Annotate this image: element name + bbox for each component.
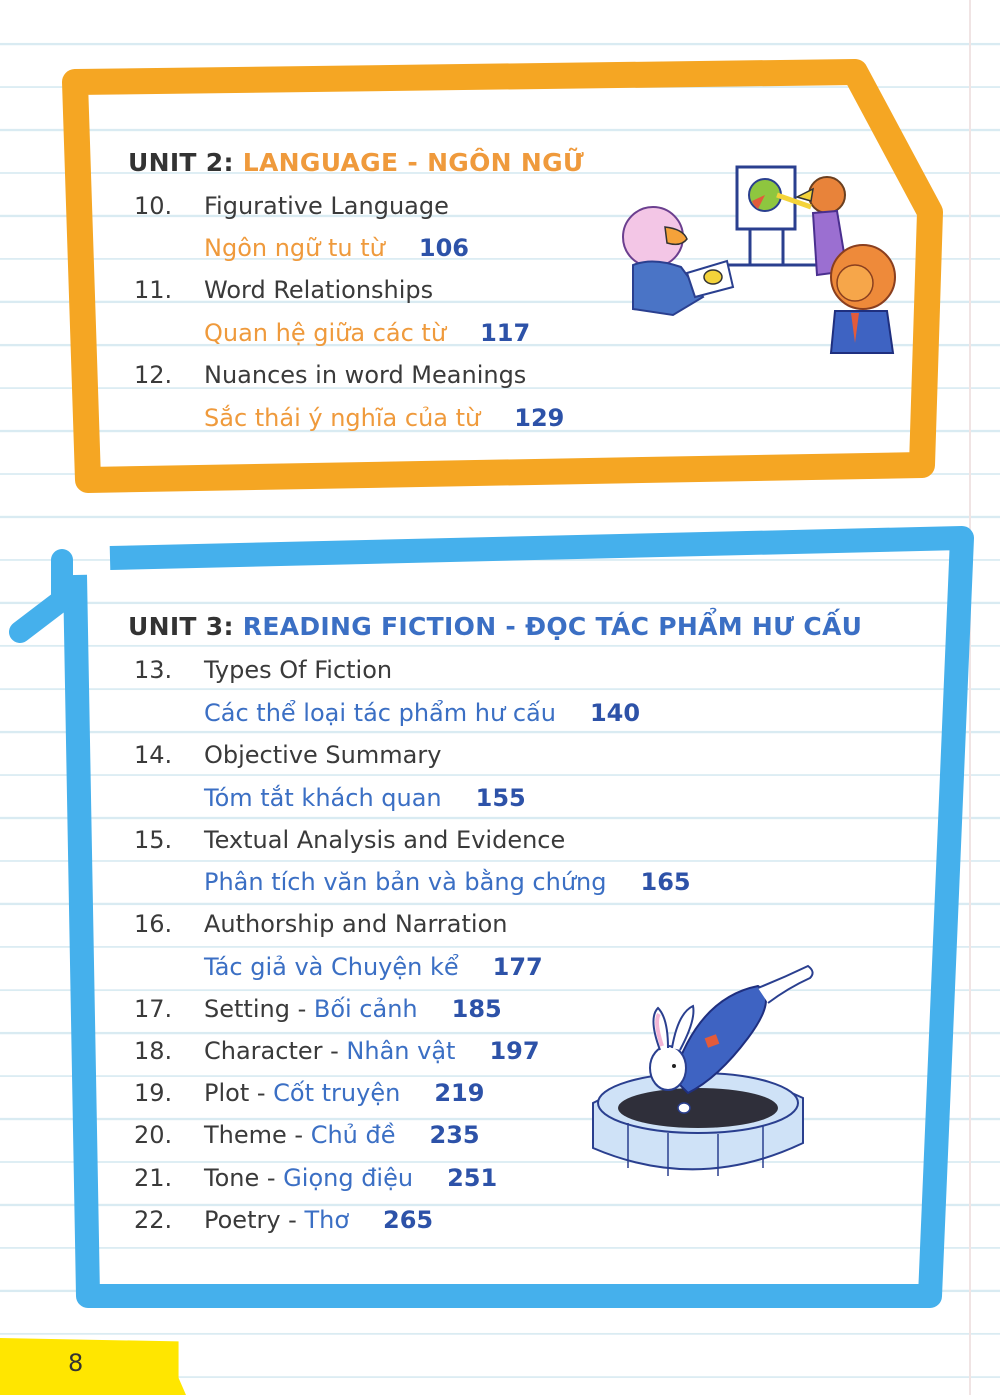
unit3-title: READING FICTION - ĐỌC TÁC PHẨM HƯ CẤU [242,612,863,641]
item-number: 19. [134,1079,173,1107]
item-title-vi: Bối cảnh [313,995,418,1023]
item-number: 12. [134,361,173,389]
item-title-en: Figurative Language [204,192,449,220]
unit3-frame-flap [20,560,62,632]
item-title-vi: Cốt truyện [273,1079,401,1107]
item-title-en: Tone - [204,1164,284,1192]
item-number: 13. [134,656,173,684]
item-title-vi: Tác giả và Chuyện kể [204,953,459,981]
item-title-en: Setting - [204,995,314,1023]
page-number: 140 [589,699,641,727]
toc-item-16-vi[interactable] [204,953,543,981]
item-number: 22. [134,1206,173,1234]
page-number: 197 [489,1037,540,1065]
page-number: 177 [492,953,543,981]
page-number: 251 [447,1164,498,1192]
item-number: 14. [134,741,173,769]
presentation-meeting-illustration [615,165,905,355]
page-number-label: 8 [68,1349,84,1377]
item-title-vi: Tóm tắt khách quan [204,784,442,812]
item-title-vi: Sắc thái ý nghĩa của từ [204,404,481,432]
toc-item-11-vi[interactable] [204,319,530,347]
item-title-en: Objective Summary [204,741,442,769]
item-number: 15. [134,826,173,854]
page-number: 185 [451,995,502,1023]
toc-item-12-vi[interactable] [204,404,564,432]
page-number: 265 [383,1206,434,1234]
page-number-tab [0,1338,186,1395]
item-title-en: Theme - [204,1121,311,1149]
item-title-vi: Các thể loại tác phẩm hư cấu [204,699,556,727]
item-number: 11. [134,276,173,304]
item-title-en: Authorship and Narration [204,910,508,938]
unit2-prefix: UNIT 2: [128,148,243,177]
item-title-vi: Quan hệ giữa các từ [204,319,447,347]
toc-item-14-vi[interactable] [204,784,526,812]
page-number: 219 [434,1079,485,1107]
item-number: 16. [134,910,173,938]
item-number: 20. [134,1121,173,1149]
page-number: 155 [475,784,526,812]
rabbit-diving-into-well-illustration [588,958,828,1178]
item-title-en: Nuances in word Meanings [204,361,527,389]
page-number: 165 [640,868,691,896]
page-number: 129 [514,404,565,432]
unit3-prefix: UNIT 3: [128,612,243,641]
unit3-heading [128,612,862,641]
page-number: 117 [480,319,531,347]
item-title-en: Plot - [204,1079,274,1107]
page-number: 235 [429,1121,480,1149]
item-number: 18. [134,1037,173,1065]
item-title-en: Textual Analysis and Evidence [204,826,566,854]
item-title-vi: Phân tích văn bản và bằng chứng [204,868,607,896]
item-title-en: Poetry - [204,1206,305,1234]
item-title-vi: Giọng điệu [283,1164,414,1192]
item-title-vi: Ngôn ngữ tu từ [204,234,385,262]
item-number: 10. [134,192,173,220]
item-number: 21. [134,1164,173,1192]
toc-item-13-vi[interactable] [204,699,640,727]
item-title-vi: Thơ [304,1206,350,1234]
page-number: 106 [418,234,469,262]
unit2-heading [128,148,584,177]
item-title-vi: Chủ đề [310,1121,396,1149]
item-title-en: Word Relationships [204,276,434,304]
item-number: 17. [134,995,173,1023]
item-title-en: Character - [204,1037,347,1065]
toc-item-15-vi[interactable] [204,868,691,896]
toc-item-10-vi[interactable] [204,234,469,262]
unit2-title: LANGUAGE - NGÔN NGỮ [242,148,585,177]
item-title-en: Types Of Fiction [204,656,393,684]
item-title-vi: Nhân vật [346,1037,456,1065]
